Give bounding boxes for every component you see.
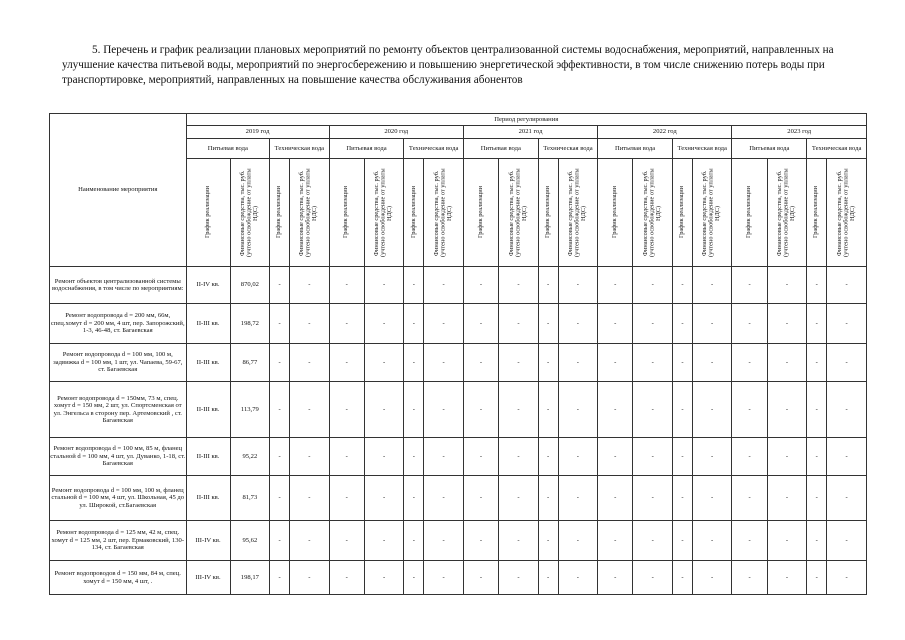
empty-value-dash: - [364, 267, 404, 304]
empty-value-dash: - [463, 561, 498, 595]
subheader-schedule [538, 159, 558, 267]
empty-value-dash: - [692, 521, 732, 561]
empty-value-dash: - [404, 561, 424, 595]
activity-name: Ремонт водопровода d = 100 мм, 100 м, задвижка d = 100 мм, 1 шт, ул. Чапаева, 59-67, ст. Багаевская [50, 344, 187, 382]
subheader-finance [289, 159, 329, 267]
empty-value-dash: - [424, 344, 464, 382]
subheader-finance [692, 159, 732, 267]
table-row [50, 476, 867, 521]
empty-value-dash: - [692, 476, 732, 521]
empty-value-dash: - [827, 304, 867, 344]
empty-value-dash: - [329, 382, 364, 438]
empty-value-dash: - [807, 438, 827, 476]
subheader-schedule [404, 159, 424, 267]
subheader-finance [558, 159, 598, 267]
group-drinking-water: Питьевая вода [598, 139, 673, 159]
empty-value-dash: - [404, 382, 424, 438]
activity-name: Ремонт объектов централизованной системы водоснабжения, в том числе по мероприятиям: [50, 267, 187, 304]
empty-value-dash: - [329, 438, 364, 476]
empty-value-dash: - [767, 304, 807, 344]
empty-value-dash: - [558, 561, 598, 595]
subheader-finance [767, 159, 807, 267]
empty-value-dash: - [598, 344, 633, 382]
empty-value-dash: - [732, 304, 767, 344]
activity-name: Ремонт водопровода d = 100 мм, 85 м, фланец стальной d = 100 мм, 4 шт, ул. Дуванко, 1-18, ст. Багаевская [50, 438, 187, 476]
empty-value-dash: - [673, 521, 693, 561]
empty-value-dash: - [558, 267, 598, 304]
subheader-finance-text: Финансовые средства, тыс. руб. (учтено освобождение от уплаты НДС) [701, 168, 722, 257]
empty-value-dash: - [463, 521, 498, 561]
empty-value-dash: - [807, 561, 827, 595]
subheader-finance-text: Финансовые средства, тыс. руб. (учтено освобождение от уплаты НДС) [432, 168, 453, 257]
empty-value-dash: - [364, 304, 404, 344]
empty-value-dash: - [270, 267, 290, 304]
subheader-finance [633, 159, 673, 267]
subheader-finance-text: Финансовые средства, тыс. руб. (учтено освобождение от уплаты НДС) [776, 168, 797, 257]
empty-value-dash: - [673, 344, 693, 382]
empty-value-dash: - [404, 344, 424, 382]
empty-value-dash: - [692, 267, 732, 304]
activity-name: Ремонт водопровода d = 125 мм, 42 м, спец. хомут d = 125 мм, 2 шт, пер. Ермаковский, 130-134, ст. Багаевская [50, 521, 187, 561]
empty-value-dash: - [270, 476, 290, 521]
empty-value-dash: - [424, 438, 464, 476]
finance-2019-drinking: 95,22 [230, 438, 270, 476]
activity-name: Ремонт водопровода d = 100 мм, 100 м, фланец стальной d = 100 мм, 4 шт, ул. Школьная, 45 до ул. Широкой, ст.Багаевская [50, 476, 187, 521]
empty-value-dash: - [289, 561, 329, 595]
empty-value-dash: - [329, 476, 364, 521]
empty-value-dash: - [558, 304, 598, 344]
table-row [50, 561, 867, 595]
schedule-2019-drinking: II-IV кв. [186, 267, 230, 304]
empty-value-dash: - [463, 476, 498, 521]
empty-value-dash: - [270, 561, 290, 595]
empty-value-dash: - [598, 304, 633, 344]
table-row [50, 438, 867, 476]
empty-value-dash: - [767, 561, 807, 595]
subheader-finance [230, 159, 270, 267]
empty-value-dash: - [807, 521, 827, 561]
subheader-schedule-text: График реализации [203, 186, 211, 239]
empty-value-dash: - [538, 476, 558, 521]
empty-value-dash: - [673, 304, 693, 344]
empty-value-dash: - [598, 521, 633, 561]
empty-value-dash: - [807, 344, 827, 382]
empty-value-dash: - [633, 344, 673, 382]
empty-value-dash: - [633, 476, 673, 521]
empty-value-dash: - [767, 521, 807, 561]
finance-2019-drinking: 86,77 [230, 344, 270, 382]
empty-value-dash: - [598, 476, 633, 521]
empty-value-dash: - [538, 438, 558, 476]
empty-value-dash: - [692, 344, 732, 382]
empty-value-dash: - [827, 382, 867, 438]
empty-value-dash: - [598, 382, 633, 438]
empty-value-dash: - [732, 438, 767, 476]
empty-value-dash: - [807, 476, 827, 521]
empty-value-dash: - [289, 267, 329, 304]
subheader-finance-text: Финансовые средства, тыс. руб. (учтено освобождение от уплаты НДС) [835, 168, 856, 257]
empty-value-dash: - [329, 521, 364, 561]
empty-value-dash: - [673, 561, 693, 595]
empty-value-dash: - [767, 476, 807, 521]
section-heading: 5. Перечень и график реализации плановых мероприятий по ремонту объектов централизованной системы водоснабжения, мероприятий, направленных на улучшение качества питьевой воды, мероприятий по энергосбережению и повышению энергетической эффективности, в том числе снижению потерь воды при транспортировке, мероприятий, направленных на повышение качества обслуживания абонентов [62, 44, 834, 86]
empty-value-dash: - [424, 476, 464, 521]
empty-value-dash: - [364, 521, 404, 561]
empty-value-dash: - [767, 382, 807, 438]
empty-value-dash: - [289, 304, 329, 344]
empty-value-dash: - [329, 304, 364, 344]
empty-value-dash: - [558, 521, 598, 561]
empty-value-dash: - [289, 476, 329, 521]
empty-value-dash: - [633, 561, 673, 595]
schedule-2019-drinking: II-III кв. [186, 304, 230, 344]
finance-2019-drinking: 81,73 [230, 476, 270, 521]
group-drinking-water: Питьевая вода [463, 139, 538, 159]
empty-value-dash: - [329, 561, 364, 595]
empty-value-dash: - [289, 344, 329, 382]
empty-value-dash: - [424, 561, 464, 595]
activity-name: Ремонт водопровода d = 200 мм, 66м, спец.хомут d = 200 мм, 4 шт, пер. Запорожский, 1-3, 46-48, ст. Багаевская [50, 304, 187, 344]
empty-value-dash: - [538, 304, 558, 344]
schedule-2019-drinking: III-IV кв. [186, 521, 230, 561]
table-row [50, 382, 867, 438]
empty-value-dash: - [732, 521, 767, 561]
empty-value-dash: - [270, 344, 290, 382]
subheader-finance [827, 159, 867, 267]
group-drinking-water: Питьевая вода [186, 139, 270, 159]
empty-value-dash: - [673, 438, 693, 476]
empty-value-dash: - [732, 476, 767, 521]
empty-value-dash: - [499, 267, 539, 304]
empty-value-dash: - [538, 561, 558, 595]
empty-value-dash: - [364, 561, 404, 595]
year-header: 2019 год [186, 126, 329, 139]
schedule-2019-drinking: II-III кв. [186, 438, 230, 476]
empty-value-dash: - [692, 304, 732, 344]
empty-value-dash: - [732, 267, 767, 304]
empty-value-dash: - [404, 304, 424, 344]
empty-value-dash: - [558, 344, 598, 382]
schedule-2019-drinking: III-IV кв. [186, 561, 230, 595]
empty-value-dash: - [424, 304, 464, 344]
empty-value-dash: - [732, 344, 767, 382]
group-technical-water: Техническая вода [538, 139, 597, 159]
empty-value-dash: - [807, 304, 827, 344]
empty-value-dash: - [499, 382, 539, 438]
subheader-schedule [270, 159, 290, 267]
empty-value-dash: - [364, 344, 404, 382]
empty-value-dash: - [538, 521, 558, 561]
empty-value-dash: - [558, 382, 598, 438]
empty-value-dash: - [692, 382, 732, 438]
subheader-finance [424, 159, 464, 267]
schedule-2019-drinking: II-III кв. [186, 476, 230, 521]
subheader-finance-text: Финансовые средства, тыс. руб. (учтено освобождение от уплаты НДС) [298, 168, 319, 257]
subheader-finance-text: Финансовые средства, тыс. руб. (учтено освобождение от уплаты НДС) [373, 168, 394, 257]
empty-value-dash: - [767, 344, 807, 382]
group-technical-water: Техническая вода [807, 139, 867, 159]
empty-value-dash: - [538, 382, 558, 438]
activities-table [49, 113, 867, 595]
empty-value-dash: - [463, 344, 498, 382]
empty-value-dash: - [633, 267, 673, 304]
empty-value-dash: - [499, 521, 539, 561]
table-row [50, 344, 867, 382]
subheader-finance-text: Финансовые средства, тыс. руб. (учтено освобождение от уплаты НДС) [566, 168, 588, 257]
subheader-schedule [463, 159, 498, 267]
year-header: 2021 год [463, 126, 597, 139]
empty-value-dash: - [692, 561, 732, 595]
group-technical-water: Техническая вода [270, 139, 329, 159]
empty-value-dash: - [499, 344, 539, 382]
finance-2019-drinking: 870,02 [230, 267, 270, 304]
empty-value-dash: - [767, 267, 807, 304]
subheader-schedule-text: График реализации [543, 186, 551, 239]
subheader-schedule-text: График реализации [342, 186, 350, 239]
subheader-finance [499, 159, 539, 267]
empty-value-dash: - [364, 476, 404, 521]
year-header: 2022 год [598, 126, 732, 139]
empty-value-dash: - [827, 267, 867, 304]
empty-value-dash: - [827, 561, 867, 595]
empty-value-dash: - [673, 382, 693, 438]
empty-value-dash: - [499, 561, 539, 595]
empty-value-dash: - [329, 344, 364, 382]
column-header-activity: Наименование мероприятия [50, 114, 187, 267]
subheader-schedule-text: График реализации [476, 186, 484, 239]
subheader-finance-text: Финансовые средства, тыс. руб. (учтено освобождение от уплаты НДС) [507, 168, 528, 257]
year-header: 2023 год [732, 126, 867, 139]
empty-value-dash: - [424, 267, 464, 304]
subheader-schedule [732, 159, 767, 267]
group-technical-water: Техническая вода [404, 139, 463, 159]
empty-value-dash: - [598, 267, 633, 304]
finance-2019-drinking: 95,62 [230, 521, 270, 561]
empty-value-dash: - [558, 476, 598, 521]
empty-value-dash: - [732, 382, 767, 438]
subheader-finance-text: Финансовые средства, тыс. руб. (учтено освобождение от уплаты НДС) [641, 168, 662, 257]
schedule-2019-drinking: II-III кв. [186, 382, 230, 438]
empty-value-dash: - [558, 438, 598, 476]
subheader-schedule [329, 159, 364, 267]
subheader-schedule [186, 159, 230, 267]
empty-value-dash: - [463, 304, 498, 344]
subheader-schedule-text: График реализации [745, 186, 753, 239]
table-row [50, 304, 867, 344]
subheader-schedule [598, 159, 633, 267]
subheader-schedule-text: График реализации [812, 186, 820, 239]
subheader-finance-text: Финансовые средства, тыс. руб. (учтено освобождение от уплаты НДС) [238, 168, 260, 257]
subheader-finance [364, 159, 404, 267]
empty-value-dash: - [424, 521, 464, 561]
empty-value-dash: - [404, 521, 424, 561]
activity-name: Ремонт водопроводов d = 150 мм, 84 м, спец. хомут d = 150 мм, 4 шт, . [50, 561, 187, 595]
empty-value-dash: - [404, 438, 424, 476]
empty-value-dash: - [463, 438, 498, 476]
empty-value-dash: - [598, 561, 633, 595]
empty-value-dash: - [827, 438, 867, 476]
subheader-schedule [673, 159, 693, 267]
finance-2019-drinking: 113,79 [230, 382, 270, 438]
empty-value-dash: - [424, 382, 464, 438]
empty-value-dash: - [499, 476, 539, 521]
subheader-schedule-text: График реализации [678, 186, 686, 239]
empty-value-dash: - [538, 344, 558, 382]
table-row [50, 267, 867, 304]
empty-value-dash: - [499, 438, 539, 476]
empty-value-dash: - [807, 267, 827, 304]
finance-2019-drinking: 198,17 [230, 561, 270, 595]
empty-value-dash: - [404, 476, 424, 521]
group-technical-water: Техническая вода [673, 139, 732, 159]
empty-value-dash: - [538, 267, 558, 304]
empty-value-dash: - [329, 267, 364, 304]
empty-value-dash: - [404, 267, 424, 304]
empty-value-dash: - [270, 304, 290, 344]
empty-value-dash: - [633, 521, 673, 561]
empty-value-dash: - [598, 438, 633, 476]
empty-value-dash: - [673, 267, 693, 304]
subheader-schedule-text: График реализации [610, 186, 618, 239]
empty-value-dash: - [673, 476, 693, 521]
empty-value-dash: - [827, 344, 867, 382]
empty-value-dash: - [633, 438, 673, 476]
year-header: 2020 год [329, 126, 463, 139]
table-row [50, 521, 867, 561]
subheader-schedule-text: График реализации [275, 186, 283, 239]
empty-value-dash: - [289, 438, 329, 476]
empty-value-dash: - [633, 304, 673, 344]
empty-value-dash: - [692, 438, 732, 476]
empty-value-dash: - [289, 382, 329, 438]
empty-value-dash: - [807, 382, 827, 438]
empty-value-dash: - [732, 561, 767, 595]
subheader-schedule-text: График реализации [409, 186, 417, 239]
group-drinking-water: Питьевая вода [329, 139, 404, 159]
schedule-2019-drinking: II-III кв. [186, 344, 230, 382]
activity-name: Ремонт водопровода d = 150мм, 73 м, спец. хомут d = 150 мм, 2 шт, ул. Спортсменская от ул. Энгельса в сторону пер. Артемовский , ст. Багаевская [50, 382, 187, 438]
empty-value-dash: - [270, 521, 290, 561]
empty-value-dash: - [364, 438, 404, 476]
empty-value-dash: - [767, 438, 807, 476]
empty-value-dash: - [827, 476, 867, 521]
empty-value-dash: - [463, 267, 498, 304]
empty-value-dash: - [499, 304, 539, 344]
empty-value-dash: - [463, 382, 498, 438]
group-drinking-water: Питьевая вода [732, 139, 807, 159]
empty-value-dash: - [270, 438, 290, 476]
finance-2019-drinking: 198,72 [230, 304, 270, 344]
period-header: Период регулирования [186, 114, 866, 126]
empty-value-dash: - [270, 382, 290, 438]
empty-value-dash: - [289, 521, 329, 561]
empty-value-dash: - [827, 521, 867, 561]
empty-value-dash: - [364, 382, 404, 438]
empty-value-dash: - [633, 382, 673, 438]
subheader-schedule [807, 159, 827, 267]
